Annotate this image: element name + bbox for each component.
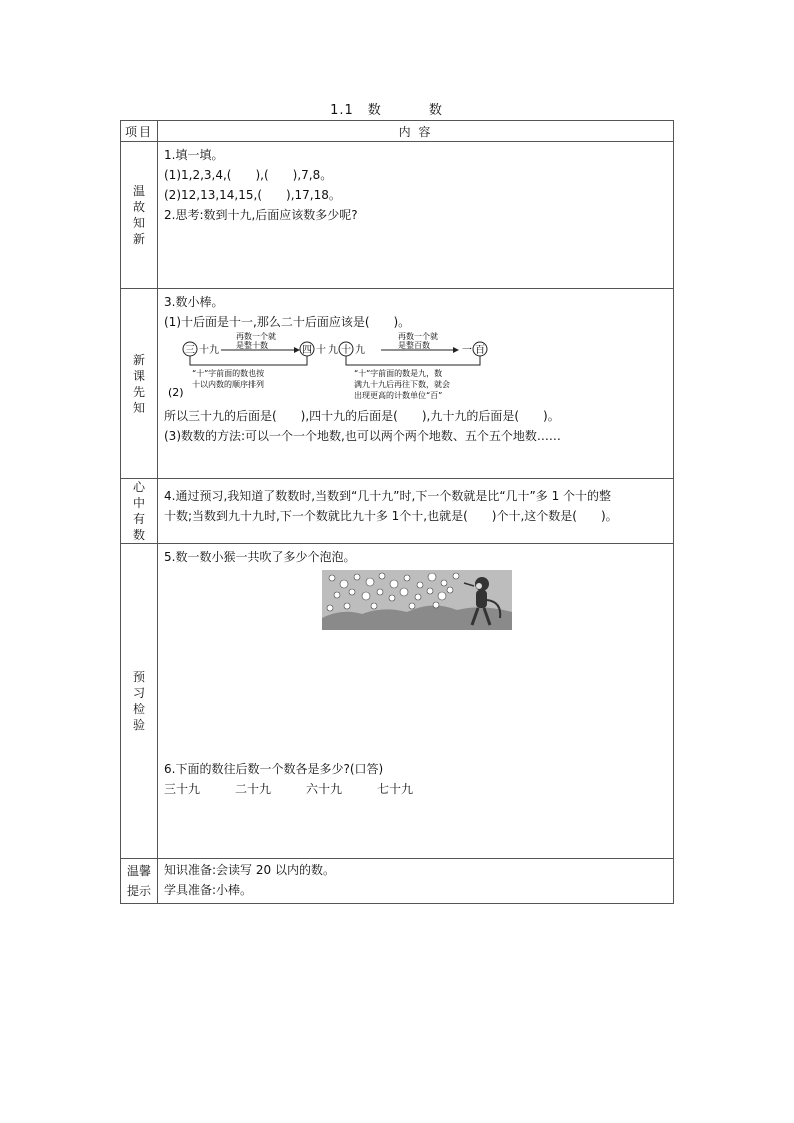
q2-text: 2.思考:数到十九,后面应该数多少呢?	[164, 208, 358, 222]
counting-diagram	[164, 332, 667, 398]
start-text-left: 十九	[199, 345, 219, 356]
q3-title: 3.数小棒。	[164, 295, 224, 309]
bottom-note-right-1: “十”字前面的数是九，数	[354, 369, 443, 378]
header-content: 内 容	[158, 121, 674, 142]
section-label: 心中有数	[121, 479, 158, 544]
q6-numbers	[164, 779, 667, 799]
sub-label: (2)	[168, 386, 184, 399]
top-note-right-1: 再数一个就	[398, 332, 438, 341]
q3-part1: (1)十后面是十一,那么二十后面应该是( )。	[164, 315, 411, 329]
bracket-right	[346, 356, 480, 365]
top-note-left-2: 是整十数	[236, 341, 268, 350]
number-item: 七十九	[377, 782, 414, 796]
header-row	[121, 121, 674, 142]
q1-part1: (1)1,2,3,4,( ),( ),7,8。	[164, 168, 333, 182]
start-circle-left-text: 三	[185, 345, 195, 356]
monkey-bubbles-image	[322, 570, 512, 630]
end-circle-right-text: 百	[475, 345, 485, 356]
page-title	[0, 99, 794, 118]
bottom-note-left-2: 十以内数的顺序排列	[192, 380, 264, 389]
section-label: 预习检验	[121, 544, 158, 859]
q6-text: 6.下面的数往后数一个数各是多少?(口答)	[164, 762, 384, 776]
q3-part3: (3)数数的方法:可以一个一个地数,也可以两个两个地数、五个五个地数……	[164, 429, 561, 443]
number-item: 二十九	[235, 782, 272, 796]
title-text: 数 数	[367, 103, 464, 118]
end-text-right: 一	[462, 345, 472, 356]
tip-knowledge: 知识准备:会读写 20 以内的数。	[164, 863, 335, 877]
start-text-right-2: 九	[355, 345, 365, 356]
counting-diagram-svg	[168, 332, 506, 404]
top-note-left-1: 再数一个就	[236, 332, 276, 341]
end-circle-left-text: 四	[302, 345, 312, 356]
top-note-right-2: 是整百数	[398, 341, 430, 350]
section-tips	[121, 859, 674, 904]
section-new	[121, 289, 674, 479]
tip-tools: 学具准备:小棒。	[164, 883, 253, 897]
title-number: 1.1	[330, 103, 354, 118]
q1-title: 1.填一填。	[164, 148, 224, 162]
section-summary	[121, 479, 674, 544]
bracket-left	[190, 356, 307, 365]
section-label: 温故知新	[121, 142, 158, 289]
end-text-left: 十	[316, 345, 326, 356]
bottom-note-right-3: 出现更高的计数单位“百”	[354, 391, 443, 400]
section-label: 新课先知	[121, 289, 158, 479]
section-label: 温馨 提示	[121, 859, 158, 904]
arrowhead-left	[294, 347, 300, 353]
number-item: 六十九	[306, 782, 343, 796]
q4-line1: 4.通过预习,我知道了数数时,当数到“几十九”时,下一个数就是比“几十”多 1 个十的整	[164, 489, 612, 503]
start-text-right-1: 九	[328, 345, 338, 356]
bottom-note-left-1: “十”字前面的数也按	[192, 369, 265, 378]
number-item: 三十九	[164, 782, 201, 796]
arrowhead-right	[453, 347, 459, 353]
header-item: 项目	[121, 121, 158, 142]
lesson-table	[120, 120, 674, 904]
start-circle-right-text: 十	[341, 345, 351, 356]
section-review	[121, 142, 674, 289]
q5-text: 5.数一数小猴一共吹了多少个泡泡。	[164, 550, 356, 564]
q1-part2: (2)12,13,14,15,( ),17,18。	[164, 188, 341, 202]
bottom-note-right-2: 满九十九后再往下数，就会	[354, 380, 450, 389]
q3-part2: 所以三十九的后面是( ),四十九的后面是( ),九十九的后面是( )。	[164, 409, 560, 423]
q4-line2: 十数;当数到九十九时,下一个数就比九十多 1个十,也就是( )个十,这个数是( )。	[164, 509, 618, 523]
section-check	[121, 544, 674, 859]
